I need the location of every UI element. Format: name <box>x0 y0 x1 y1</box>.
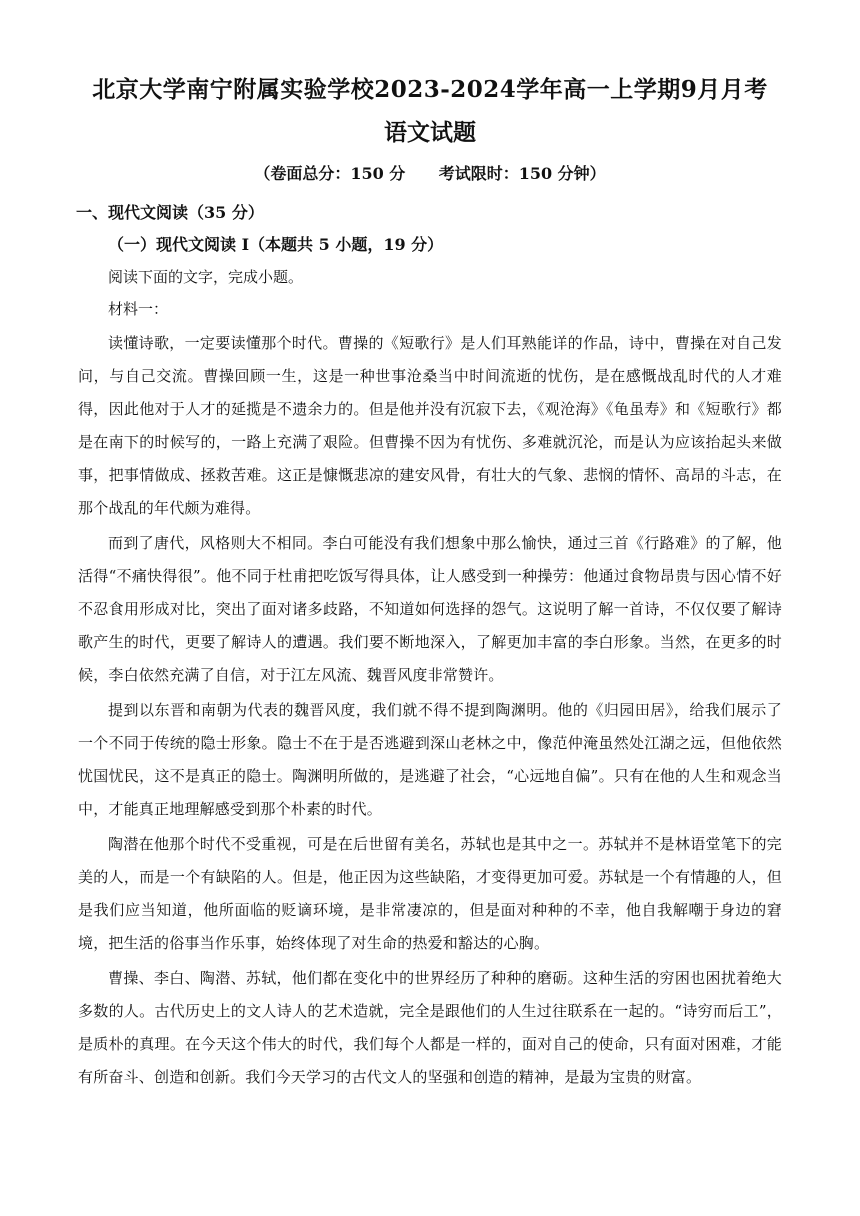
reading-instruction: 阅读下面的文字，完成小题。 <box>108 268 304 286</box>
exam-subject-title: 语文试题 <box>384 119 476 146</box>
paragraph: 读懂诗歌，一定要读懂那个时代。曹操的《短歌行》是人们耳熟能详的作品，诗中，曹操在对自己发问，与自己交流。曹操回顾一生，这是一种世事沧桑当中时间流逝的忧伤，是在感慨战乱时代的人才难得，因此他对于人才的延揽是不遗余力的。但是他并没有沉寂下去，《观沧海》《龟虽寿》和《短歌行》都是在南下的时候写的，一路上充满了艰险。但曹操不因为有忧伤、多难就沉沦，而是认为应该抬起头来做事，把事情做成、拯救苦难。这正是慷慨悲凉的建安风骨，有壮大的气象、悲悯的情怀、高昂的斗志，在那个战乱的年代颇为难得。 <box>78 334 782 517</box>
exam-title: 北京大学南宁附属实验学校2023-2024学年高一上学期9月月考 <box>92 76 768 103</box>
section-heading: 一、现代文阅读（35 分） <box>76 203 264 222</box>
paragraph: 而到了唐代，风格则大不相同。李白可能没有我们想象中那么愉快，通过三首《行路难》的了解，他活得“不痛快得很”。他不同于杜甫把吃饭写得具体，让人感受到一种操劳：他通过食物昂贵与因心情不好不忍食用形成对比，突出了面对诸多歧路，不知道如何选择的怨气。这说明了解一首诗，不仅仅要了解诗歌产生的时代，更要了解诗人的遭遇。我们要不断地深入，了解更加丰富的李白形象。当然，在更多的时候，李白依然充满了自信，对于江左风流、魏晋风度非常赞许。 <box>78 534 782 684</box>
exam-info: （卷面总分：150 分 考试限时：150 分钟） <box>254 164 606 183</box>
material-label: 材料一： <box>108 300 169 318</box>
paragraph: 陶潜在他那个时代不受重视，可是在后世留有美名，苏轼也是其中之一。苏轼并不是林语堂笔下的完美的人，而是一个有缺陷的人。但是，他正因为这些缺陷，才变得更加可爱。苏轼是一个有情趣的人，但是我们应当知道，他所面临的贬谪环境，是非常凄凉的，但是面对种种的不幸，他自我解嘲于身边的窘境，把生活的俗事当作乐事，始终体现了对生命的热爱和豁达的心胸。 <box>78 835 782 952</box>
paragraph: 提到以东晋和南朝为代表的魏晋风度，我们就不得不提到陶渊明。他的《归园田居》，给我们展示了一个不同于传统的隐士形象。隐士不在于是否逃避到深山老林之中，像范仲淹虽然处江湖之远，但他依然忧国忧民，这不是真正的隐士。陶渊明所做的，是逃避了社会，“心远地自偏”。只有在他的人生和观念当中，才能真正地理解感受到那个朴素的时代。 <box>78 701 782 818</box>
paragraph: 曹操、李白、陶潜、苏轼，他们都在变化中的世界经历了种种的磨砺。这种生活的穷困也困扰着绝大多数的人。古代历史上的文人诗人的艺术造就，完全是跟他们的人生过往联系在一起的。“诗穷而后工”，是质朴的真理。在今天这个伟大的时代，我们每个人都是一样的，面对自己的使命，只有面对困难，才能有所奋斗、创造和创新。我们今天学习的古代文人的坚强和创造的精神，是最为宝贵的财富。 <box>78 969 782 1086</box>
subsection-heading: （一）现代文阅读 I（本题共 5 小题，19 分） <box>108 235 444 254</box>
